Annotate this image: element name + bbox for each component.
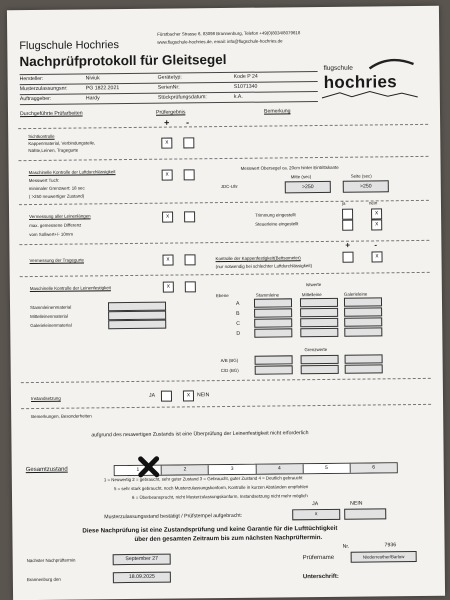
- masch-d3: ( >250 neuwertiger Zustand): [28, 193, 85, 200]
- level-b-label: B: [236, 310, 240, 317]
- galerie-d-field[interactable]: [344, 327, 382, 336]
- stamm-c-field[interactable]: [254, 318, 292, 327]
- col-items: Durchgeführte Prüfarbeiten: [19, 110, 83, 118]
- stueck-label: Stückprüfungsdatum:: [157, 94, 207, 101]
- col-remark: Bemerkung: [263, 108, 291, 115]
- stamm-b-field[interactable]: [254, 308, 292, 317]
- sicht-desc2: Nähte,Leinen, Tragegurte: [28, 147, 79, 154]
- stamm-a-field[interactable]: [254, 298, 292, 307]
- grenz-stamm-cd-field[interactable]: [255, 365, 293, 374]
- hersteller-label: Hersteller:: [19, 75, 44, 83]
- gesamt-label: Gesamtzustand: [25, 466, 68, 474]
- legend-line3: 6 = Überbeansprucht, nicht Musterzulassungskonform, Instandsetzung nicht mehr möglich: [132, 493, 308, 500]
- hersteller-value: Niviuk: [85, 75, 100, 82]
- pruefer-label: Prüfername: [302, 554, 335, 562]
- jdc-label: JDC-Uhr: [220, 183, 238, 190]
- legend-line2: 5 = sehr stark gebraucht, noch Musterzulassungskonform, Kontrolle in kurzen Abständen empfohlen: [113, 484, 309, 492]
- stueck-value: k.A.: [233, 93, 243, 100]
- col-plus: +: [164, 117, 170, 128]
- mittel-mat-label: Mittelleinenmaterial: [30, 313, 68, 320]
- condition-2[interactable]: 2: [162, 465, 209, 474]
- logo-small-text: flugschule: [323, 64, 353, 72]
- condition-3[interactable]: 3: [209, 465, 256, 474]
- grenz-galerie-ab-field[interactable]: [345, 354, 383, 363]
- col-result: Prüfergebnis: [155, 109, 186, 116]
- condition-5[interactable]: 5: [303, 464, 350, 473]
- verm-plus-checkbox[interactable]: x: [162, 212, 173, 223]
- galerie-b-field[interactable]: [344, 307, 382, 316]
- kode-label: Kode P 24: [233, 73, 258, 80]
- school-name: Flugschule Hochries: [19, 39, 120, 53]
- pruefer-field[interactable]: Niederreuther/Barlow: [351, 551, 417, 563]
- bestaetigt-label: Musterzulassungsstand bestätigt / Prüfstempel aufgebracht:: [104, 512, 243, 521]
- kappe-plus-label: +: [345, 240, 351, 250]
- trage-title: Vermessung der Tragegurte: [29, 257, 85, 264]
- galerie-a-field[interactable]: [344, 297, 382, 306]
- trage-minus-checkbox[interactable]: [184, 254, 195, 265]
- col-minus: -: [186, 117, 190, 128]
- grenz-mittel-cd-field[interactable]: [301, 365, 339, 374]
- grenz-mittel-ab-field[interactable]: [301, 355, 339, 364]
- mitte-value: >250: [285, 181, 331, 193]
- inspection-form: [7, 6, 445, 600]
- level-d-label: D: [236, 330, 241, 337]
- stamm-d-field[interactable]: [254, 328, 292, 337]
- serien-label: SerienNr:: [157, 84, 180, 91]
- instand-nein-checkbox[interactable]: x: [183, 390, 194, 401]
- muster-label: Musterzulassungsnr:: [19, 85, 68, 93]
- geraetetyp-label: Gerätetyp:: [157, 74, 182, 81]
- next-date-field[interactable]: September 27: [113, 554, 171, 566]
- mittelleine-label: Mittelleine: [301, 291, 322, 298]
- gallerie-mat-field[interactable]: [108, 320, 166, 330]
- bemerk-label: Bemerkungen, Besonderheiten: [31, 413, 92, 420]
- ab-label: A/B (BG): [220, 357, 239, 364]
- seite-value: >250: [343, 180, 389, 192]
- serien-value: S1071340: [233, 83, 258, 90]
- instand-label: Instandsetzung: [30, 395, 61, 402]
- masch-d2: minimaler Grenzwert: 18 sec: [28, 185, 85, 192]
- mitte-label: Mitte (sec): [290, 174, 312, 180]
- nr-label: Nr.: [342, 543, 350, 550]
- grenzwerte-label: Grenzwerte: [304, 346, 328, 353]
- bestaetigt-nein-label: NEIN: [350, 500, 363, 507]
- verm-d2: vom Sollwert+/- 10mm: [29, 231, 74, 238]
- leinen-minus-checkbox[interactable]: [185, 281, 196, 292]
- leinen-title: Maschinelle Kontrolle der Leinenfestigkeit: [29, 285, 111, 292]
- auftrag-value: Hardy: [85, 95, 100, 102]
- trimm-nein-checkbox[interactable]: x: [371, 208, 382, 219]
- sicht-title: Sichtkontrolle: [28, 133, 55, 140]
- grenz-galerie-cd-field[interactable]: [345, 364, 383, 373]
- mittel-b-field[interactable]: [300, 308, 338, 317]
- date-field[interactable]: 18.09.2025: [113, 572, 171, 584]
- sicht-desc1: Kappenmaterial, Verbindungsteile,: [28, 140, 96, 147]
- disclaimer-line2: über den gesamten Zeitraum bis zum nächsten Nachprüftermin.: [134, 534, 323, 543]
- nein-label: nein: [368, 200, 378, 206]
- mittel-a-field[interactable]: [300, 298, 338, 307]
- nr-value: 7936: [384, 542, 397, 549]
- mountain-logo-icon: [322, 90, 418, 99]
- level-c-label: C: [236, 320, 241, 327]
- istwerte-label: Istwerte: [305, 282, 322, 288]
- masch-plus-checkbox[interactable]: x: [162, 170, 173, 181]
- place-label: Brannenburg den: [26, 576, 61, 583]
- condition-6[interactable]: 6: [351, 463, 397, 472]
- kappe-minus-label: -: [374, 240, 378, 250]
- kappe-note: (nur notwendig bei schlechter Luftdurchlässigkeit): [215, 263, 313, 270]
- galerie-c-field[interactable]: [344, 317, 382, 326]
- ja-label: ja: [341, 200, 346, 206]
- bestaetigt-ja-label: JA: [312, 501, 319, 508]
- signature-label: Unterschrift:: [302, 573, 339, 581]
- school-web: www.flugschule-hochries.de, email: info@flugschule-hochries.de: [157, 38, 283, 45]
- legend-line1: 1 = Neuwertig 2 = gebraucht, sehr guter Zustand 3 = Gebraucht, guter Zustand 4 = Deutlich gebraucht: [103, 475, 303, 483]
- masch-title: Maschinelle Kontrolle der Luftdurchlässigkeit: [28, 169, 116, 176]
- cd-label: C/D (BG): [220, 367, 239, 374]
- ebene-label: Ebene: [215, 292, 229, 299]
- selected-cross-icon: [138, 456, 160, 478]
- kappe-minus-checkbox[interactable]: x: [371, 251, 382, 262]
- grenz-stamm-ab-field[interactable]: [255, 355, 293, 364]
- trage-plus-checkbox[interactable]: x: [162, 255, 173, 266]
- verm-minus-checkbox[interactable]: [184, 211, 195, 222]
- mittel-d-field[interactable]: [300, 328, 338, 337]
- gallerie-mat-label: Galerieleinenmaterial: [30, 322, 72, 329]
- steuer-ja-checkbox[interactable]: [342, 220, 353, 231]
- condition-4[interactable]: 4: [256, 464, 303, 473]
- galerieleine-label: Galerieleine: [343, 291, 368, 297]
- leinen-plus-checkbox[interactable]: x: [163, 282, 174, 293]
- mittel-c-field[interactable]: [300, 318, 338, 327]
- masch-d1: Messwert Tuch:: [28, 177, 60, 184]
- kappe-title: Kontrolle der Kappenfestigkeit(Bettsometer): [215, 255, 301, 262]
- trimm-ja-checkbox[interactable]: [342, 209, 353, 220]
- auftrag-label: Auftraggeber:: [19, 95, 52, 103]
- verm-d1: max. gemessene Differenz: [29, 222, 82, 229]
- level-a-label: A: [235, 300, 240, 307]
- steuer-nein-checkbox[interactable]: x: [371, 219, 382, 230]
- stammleine-label: Stammleine: [255, 292, 280, 298]
- logo-big-text: hochries: [323, 72, 398, 92]
- school-address: Fürstbacher Strasse 6, 83098 Brannenburg, Telefon +49(0)8034/8079618: [157, 30, 301, 37]
- muster-value: PG 1822.2021: [85, 85, 120, 92]
- bestaetigt-ja-field[interactable]: x: [292, 509, 340, 521]
- stamm-mat-label: Stammleinenmaterial: [30, 304, 72, 311]
- instand-ja-label: JA: [148, 392, 156, 399]
- bestaetigt-nein-field[interactable]: [344, 508, 386, 519]
- instand-ja-checkbox[interactable]: [161, 391, 172, 402]
- page-title: Nachprüfprotokoll für Gleitsegel: [19, 51, 227, 70]
- disclaimer-line1: Diese Nachprüfung ist eine Zustandsprüfung und keine Garantie für die Lufttüchtigkeit: [82, 524, 338, 535]
- next-label: Nächster Nachprüftermin: [26, 557, 76, 564]
- paraglider-logo-icon: [367, 56, 417, 73]
- remark-note: aufgrund des neuwertigen Zustands ist eine Überprüfung der Leinenfestigkeit nicht erforderlich: [91, 430, 309, 439]
- steuer-label: Steuerleine eingestellt: [255, 221, 299, 227]
- obersegel-label: Messwert Obersegel ca. 20cm hinter Eintrittskante: [240, 164, 339, 171]
- sicht-minus-checkbox[interactable]: [183, 137, 194, 148]
- kappe-plus-checkbox[interactable]: [342, 252, 353, 263]
- seite-label: Seite (sec): [350, 173, 372, 179]
- verm-title: Vermessung aller Leinenlängen: [29, 213, 91, 220]
- trimm-label: Trimmung eingestellt: [255, 212, 296, 218]
- condition-1[interactable]: 1: [115, 466, 162, 475]
- sicht-plus-checkbox[interactable]: x: [161, 138, 172, 149]
- masch-minus-checkbox[interactable]: [184, 169, 195, 180]
- instand-nein-label: NEIN: [196, 392, 210, 399]
